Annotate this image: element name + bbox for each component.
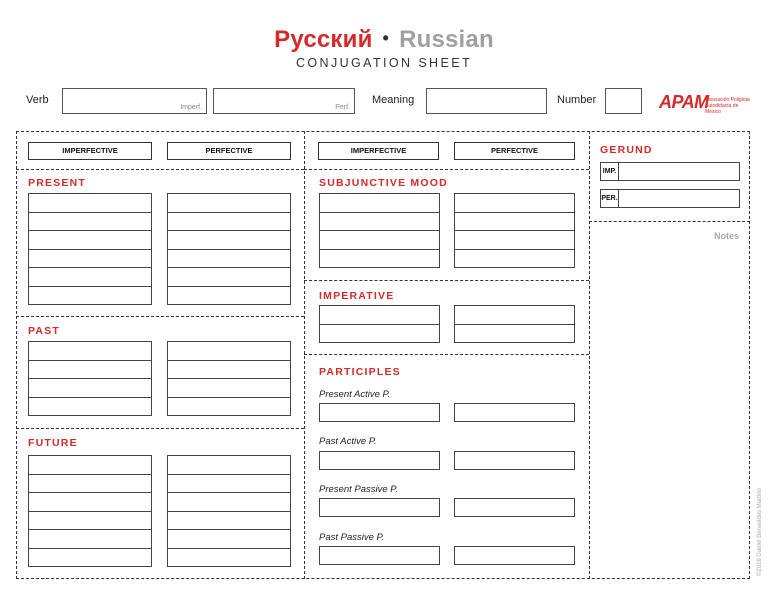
past-active-label: Past Active P. xyxy=(319,436,377,447)
gerund-imperfective-box[interactable] xyxy=(600,162,740,181)
notes-area[interactable] xyxy=(591,244,747,576)
apam-logo xyxy=(659,90,754,114)
gerund-section-title: GERUND xyxy=(600,144,653,156)
imperative-perfective-rows[interactable] xyxy=(454,305,575,343)
logo-tagline xyxy=(705,97,753,115)
subjunctive-imperfective-rows[interactable] xyxy=(319,193,440,268)
col1-imperfective-header: IMPERFECTIVE xyxy=(28,142,152,160)
col-divider-1 xyxy=(304,131,305,579)
present-passive-imperfective-box[interactable] xyxy=(319,498,440,517)
meaning-field[interactable] xyxy=(426,88,547,114)
present-active-perfective-box[interactable] xyxy=(454,403,575,422)
verb-perfective-field[interactable] xyxy=(213,88,355,114)
col2-divider-header xyxy=(304,169,589,170)
col2-perfective-header: PERFECTIVE xyxy=(454,142,575,160)
col2-divider-imperative xyxy=(304,354,589,355)
participles-section-title: PARTICIPLES xyxy=(319,366,401,378)
perf-hint: Perf. xyxy=(335,104,350,111)
past-passive-label: Past Passive P. xyxy=(319,532,385,543)
col-divider-2 xyxy=(589,131,590,579)
present-passive-label: Present Passive P. xyxy=(319,484,399,495)
present-active-label: Present Active P. xyxy=(319,389,391,400)
copyright-text: ©2016 Daniel Benavides Martino xyxy=(757,488,763,576)
past-active-imperfective-box[interactable] xyxy=(319,451,440,470)
past-section-title: PAST xyxy=(28,325,61,337)
col2-divider-subjunctive xyxy=(304,280,589,281)
meaning-label: Meaning xyxy=(372,94,415,106)
col1-perfective-header: PERFECTIVE xyxy=(167,142,291,160)
gerund-per-tag: PER. xyxy=(601,190,619,207)
verb-imperfective-field[interactable] xyxy=(62,88,207,114)
future-imperfective-rows[interactable] xyxy=(28,455,152,567)
past-active-perfective-box[interactable] xyxy=(454,451,575,470)
past-imperfective-rows[interactable] xyxy=(28,341,152,416)
subjunctive-perfective-rows[interactable] xyxy=(454,193,575,268)
past-passive-perfective-box[interactable] xyxy=(454,546,575,565)
col1-divider-past xyxy=(16,428,304,429)
title-separator: • xyxy=(382,28,390,48)
gerund-imp-tag: IMP. xyxy=(601,163,619,180)
subjunctive-section-title: SUBJUNCTIVE MOOD xyxy=(319,177,448,189)
logo-line-1: Asociación Poliglota xyxy=(705,97,750,103)
col2-imperfective-header: IMPERFECTIVE xyxy=(318,142,439,160)
title-russian: Русский xyxy=(274,26,373,53)
imperative-section-title: IMPERATIVE xyxy=(319,290,395,302)
future-section-title: FUTURE xyxy=(28,437,78,449)
number-label: Number xyxy=(557,94,597,106)
imperative-imperfective-rows[interactable] xyxy=(319,305,440,343)
present-active-imperfective-box[interactable] xyxy=(319,403,440,422)
future-perfective-rows[interactable] xyxy=(167,455,291,567)
page-title xyxy=(0,26,768,54)
col1-divider-header xyxy=(16,169,304,170)
present-perfective-rows[interactable] xyxy=(167,193,291,305)
present-section-title: PRESENT xyxy=(28,177,86,189)
logo-name: APAM xyxy=(659,92,709,112)
present-imperfective-rows[interactable] xyxy=(28,193,152,305)
title-english: Russian xyxy=(399,26,494,53)
col3-divider-gerund xyxy=(589,221,750,222)
imperf-hint: Imperf. xyxy=(180,104,202,111)
present-passive-perfective-box[interactable] xyxy=(454,498,575,517)
page-subtitle: CONJUGATION SHEET xyxy=(296,56,472,70)
verb-label: Verb xyxy=(26,94,49,106)
notes-label: Notes xyxy=(714,231,740,241)
past-perfective-rows[interactable] xyxy=(167,341,291,416)
logo-line-2: Autodidacta de México xyxy=(705,103,739,115)
number-field[interactable] xyxy=(605,88,642,114)
col1-divider-present xyxy=(16,316,304,317)
past-passive-imperfective-box[interactable] xyxy=(319,546,440,565)
gerund-perfective-box[interactable] xyxy=(600,189,740,208)
